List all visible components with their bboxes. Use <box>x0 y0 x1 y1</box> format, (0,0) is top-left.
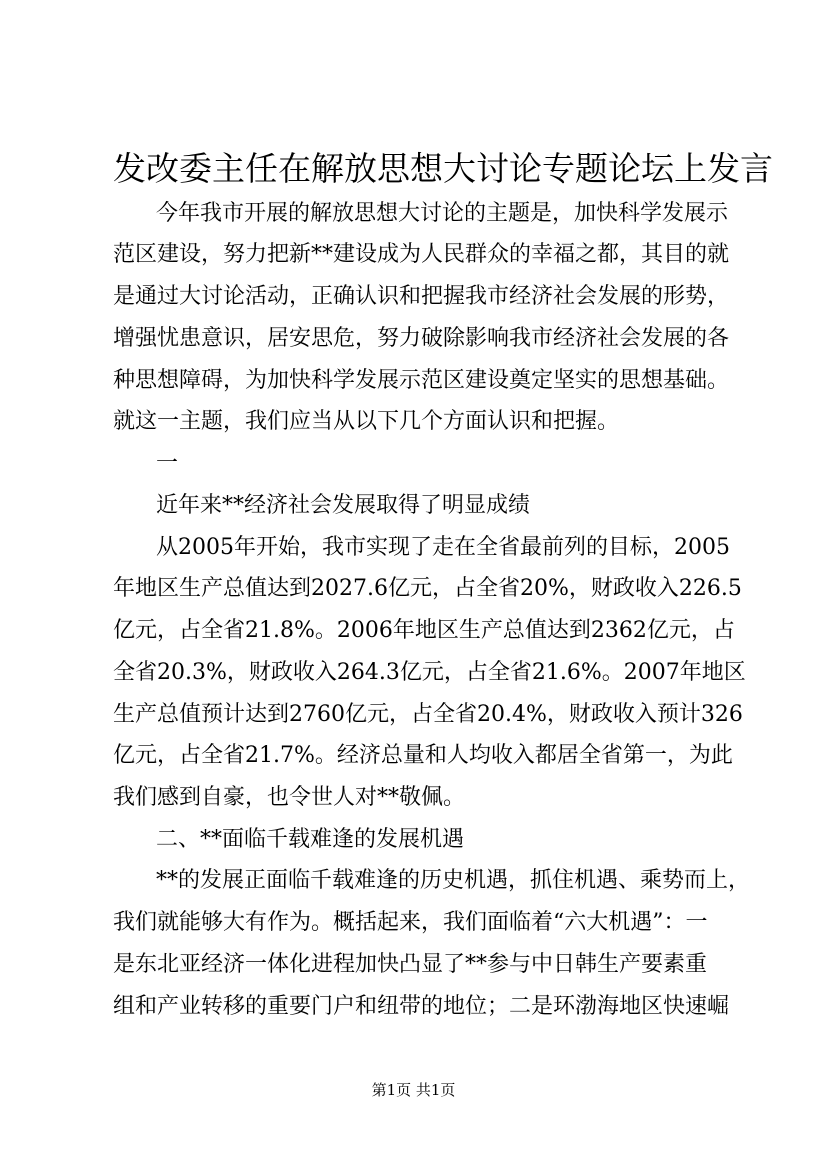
paragraph-line: 我们感到自豪，也令世人对**敬佩。 <box>113 785 466 810</box>
section-number: 一 <box>156 451 179 476</box>
document-title: 发改委主任在解放思想大讨论专题论坛上发言 <box>113 149 773 188</box>
paragraph-line: 增强忧患意识，居安思危，努力破除影响我市经济社会发展的各 <box>113 326 730 351</box>
paragraph-line: **的发展正面临千载难逢的历史机遇，抓住机遇、乘势而上， <box>156 868 751 893</box>
paragraph-line: 全省20.3%，财政收入264.3亿元，占全省21.6%。2007年地区 <box>113 660 746 685</box>
section-heading: 近年来**经济社会发展取得了明显成绩 <box>156 493 531 518</box>
paragraph-line: 从2005年开始，我市实现了走在全省最前列的目标，2005 <box>156 535 730 560</box>
paragraph-line: 是通过大讨论活动，正确认识和把握我市经济社会发展的形势， <box>113 284 730 309</box>
paragraph-line: 是东北亚经济一体化进程加快凸显了**参与中日韩生产要素重 <box>113 952 708 977</box>
paragraph-line: 组和产业转移的重要门户和纽带的地位；二是环渤海地区快速崛 <box>113 994 730 1019</box>
paragraph-line: 我们就能够大有作为。概括起来，我们面临着“六大机遇”：一 <box>113 910 708 935</box>
paragraph-line: 今年我市开展的解放思想大讨论的主题是，加快科学发展示 <box>156 201 729 226</box>
paragraph-line: 亿元，占全省21.8%。2006年地区生产总值达到2362亿元，占 <box>113 618 735 643</box>
paragraph-line: 范区建设，努力把新**建设成为人民群众的幸福之都，其目的就 <box>113 242 730 267</box>
paragraph-line: 就这一主题，我们应当从以下几个方面认识和把握。 <box>113 409 620 434</box>
section-heading: 二、**面临千载难逢的发展机遇 <box>156 827 465 852</box>
paragraph-line: 种思想障碍，为加快科学发展示范区建设奠定坚实的思想基础。 <box>113 368 730 393</box>
paragraph-line: 生产总值预计达到2760亿元，占全省20.4%，财政收入预计326 <box>113 702 743 727</box>
page-footer: 第1页 共1页 <box>371 1081 456 1099</box>
paragraph-line: 年地区生产总值达到2027.6亿元，占全省20%，财政收入226.5 <box>113 576 742 601</box>
paragraph-line: 亿元，占全省21.7%。经济总量和人均收入都居全省第一，为此 <box>113 743 733 768</box>
